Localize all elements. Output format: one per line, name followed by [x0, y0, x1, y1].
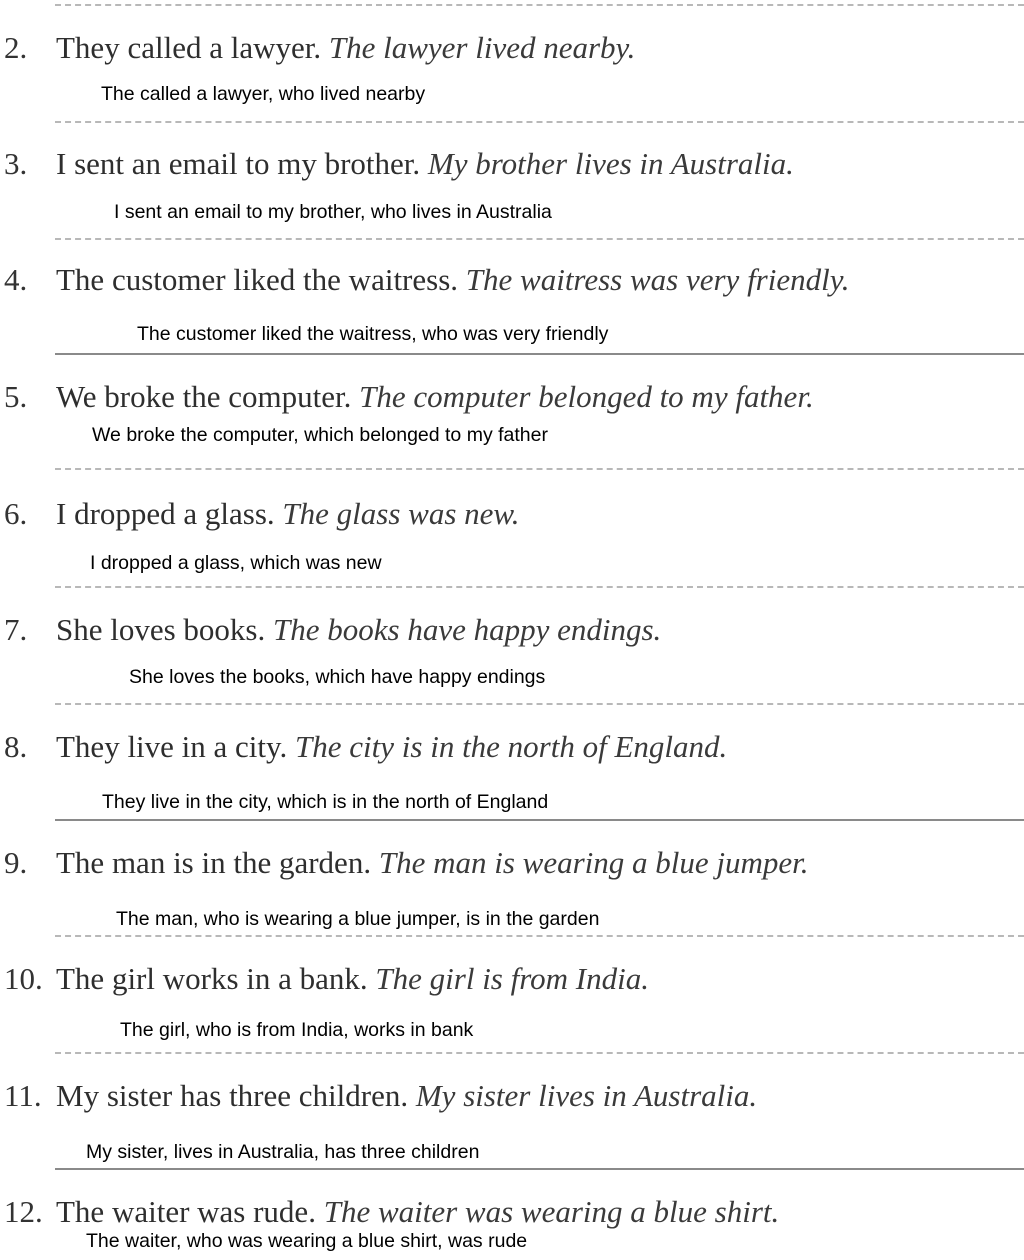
question-3: [0, 148, 1024, 179]
answer-line: [55, 1168, 1024, 1170]
question-9: [0, 847, 1024, 878]
question-clause: The waiter was wearing a blue shirt.: [323, 1194, 780, 1229]
question-clause: The glass was new.: [282, 496, 520, 531]
question-statement: The customer liked the waitress.: [56, 262, 459, 297]
question-number: 5.: [4, 379, 28, 414]
question-number: 10.: [4, 961, 43, 996]
answer-line: [55, 121, 1024, 123]
question-clause: The man is wearing a blue jumper.: [378, 845, 809, 880]
answer-line: [55, 935, 1024, 937]
question-statement: We broke the computer.: [56, 379, 352, 414]
question-number: 7.: [4, 612, 28, 647]
answer-line: [55, 353, 1024, 355]
question-8: [0, 731, 1024, 762]
question-statement: The man is in the garden.: [56, 845, 372, 880]
question-number: 12.: [4, 1194, 43, 1229]
question-number: 6.: [4, 496, 28, 531]
question-clause: My sister lives in Australia.: [415, 1078, 758, 1113]
question-12: [0, 1196, 1024, 1227]
question-7: [0, 614, 1024, 645]
question-clause: My brother lives in Australia.: [427, 146, 794, 181]
question-statement: They called a lawyer.: [56, 30, 322, 65]
question-number: 9.: [4, 845, 28, 880]
answer-10: The girl, who is from India, works in bank: [120, 1019, 474, 1041]
answer-4: The customer liked the waitress, who was very friendly: [137, 323, 609, 345]
answer-7: She loves the books, which have happy endings: [129, 666, 546, 688]
answer-8: They live in the city, which is in the north of England: [102, 791, 549, 813]
question-number: 11.: [4, 1078, 42, 1113]
question-number: 8.: [4, 729, 28, 764]
question-clause: The computer belonged to my father.: [359, 379, 814, 414]
question-clause: The waitress was very friendly.: [465, 262, 850, 297]
answer-11: My sister, lives in Australia, has three children: [86, 1141, 480, 1163]
answer-line: [55, 819, 1024, 821]
question-number: 2.: [4, 30, 28, 65]
answer-5: We broke the computer, which belonged to my father: [92, 424, 548, 446]
question-clause: The lawyer lived nearby.: [328, 30, 636, 65]
question-5: [0, 381, 1024, 412]
question-6: [0, 498, 1024, 529]
question-number: 4.: [4, 262, 28, 297]
answer-line: [55, 238, 1024, 240]
answer-line: [55, 1052, 1024, 1054]
question-clause: The city is in the north of England.: [295, 729, 728, 764]
question-2: [0, 32, 1024, 63]
answer-line: [55, 468, 1024, 470]
question-statement: She loves books.: [56, 612, 266, 647]
question-statement: They live in a city.: [56, 729, 288, 764]
question-statement: The waiter was rude.: [56, 1194, 316, 1229]
answer-9: The man, who is wearing a blue jumper, is in the garden: [116, 908, 600, 930]
answer-line: [55, 586, 1024, 588]
answer-12: The waiter, who was wearing a blue shirt, was rude: [86, 1230, 528, 1252]
question-clause: The books have happy endings.: [273, 612, 662, 647]
answer-2: The called a lawyer, who lived nearby: [101, 83, 426, 105]
question-4: [0, 264, 1024, 295]
question-statement: The girl works in a bank.: [56, 961, 368, 996]
question-statement: I dropped a glass.: [56, 496, 275, 531]
question-10: [0, 963, 1024, 994]
question-statement: I sent an email to my brother.: [56, 146, 421, 181]
question-11: [0, 1080, 1024, 1111]
answer-line: [55, 4, 1024, 6]
answer-6: I dropped a glass, which was new: [90, 552, 382, 574]
answer-line: [55, 703, 1024, 705]
question-statement: My sister has three children.: [56, 1078, 409, 1113]
question-clause: The girl is from India.: [375, 961, 649, 996]
answer-3: I sent an email to my brother, who lives in Australia: [114, 201, 552, 223]
question-number: 3.: [4, 146, 28, 181]
